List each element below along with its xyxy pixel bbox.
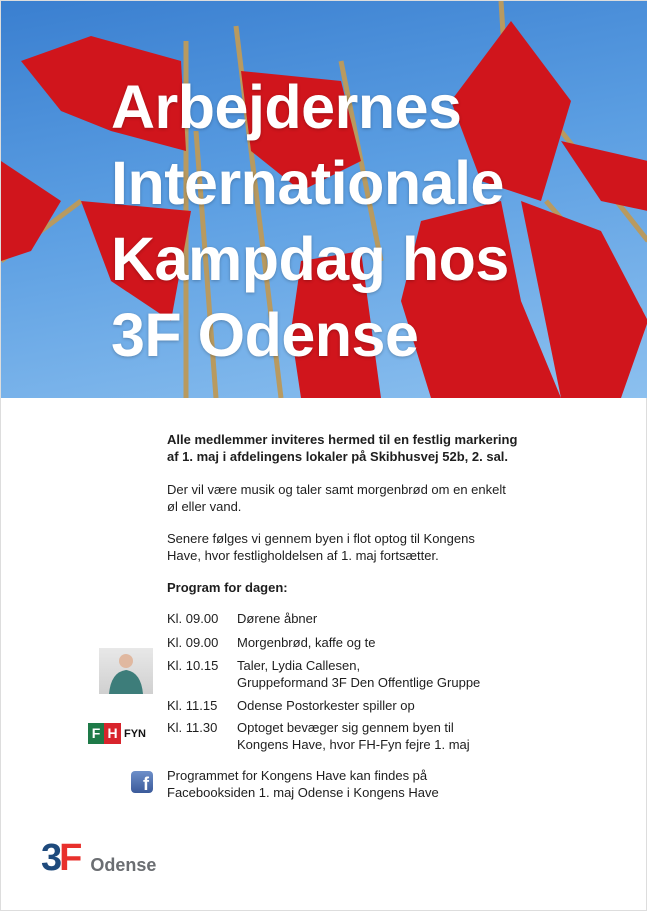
text-line: Alle medlemmer inviteres hermed til en festlig markering [167, 432, 518, 447]
facebook-icon: f [131, 771, 153, 793]
text-line: øl eller vand. [167, 499, 242, 514]
text-line: Programmet for Kongens Have kan findes på [167, 768, 428, 783]
fh-logo-fyn: FYN [124, 727, 146, 740]
program-desc: Gruppeformand 3F Den Offentlige Gruppe [237, 675, 481, 690]
title-line: 3F Odense [111, 301, 419, 369]
program-time: Kl. 11.15 [167, 698, 218, 713]
speaker-photo [99, 648, 153, 694]
program-desc: Optoget bevæger sig gennem byen til [237, 720, 454, 735]
program-time: Kl. 11.30 [167, 720, 218, 735]
poster-title [111, 69, 509, 373]
text-line: Der vil være musik og taler samt morgenbrød om en enkelt [167, 482, 506, 497]
program-time: Kl. 09.00 [167, 635, 219, 650]
program-heading: Program for dagen: [167, 580, 288, 595]
title-line: Arbejdernes [111, 73, 462, 141]
parade-paragraph [167, 530, 475, 564]
hero-image [1, 1, 647, 398]
text-line: Facebooksiden 1. maj Odense i Kongens Have [167, 785, 439, 800]
program-desc: Taler, Lydia Callesen, [237, 658, 361, 673]
music-paragraph [167, 481, 506, 515]
title-line: Internationale [111, 149, 504, 217]
logo-f: F [59, 837, 83, 879]
program-time: Kl. 09.00 [167, 611, 219, 626]
logo-name: Odense [90, 855, 157, 875]
text-line: af 1. maj i afdelingens lokaler på Skibhusvej 52b, 2. sal. [167, 449, 509, 464]
title-line: Kampdag hos [111, 225, 509, 293]
program-desc: Morgenbrød, kaffe og te [237, 635, 376, 650]
program-time: Kl. 10.15 [167, 658, 219, 673]
program-desc: Odense Postorkester spiller op [237, 698, 415, 713]
fh-logo-h: H [104, 723, 121, 744]
logo-three: 3 [41, 837, 60, 879]
facebook-note [167, 767, 439, 801]
text-line: Senere følges vi gennem byen i flot optog til Kongens [167, 531, 475, 546]
3f-odense-logo [41, 839, 156, 877]
fh-fyn-logo [88, 723, 146, 744]
program-desc: Kongens Have, hvor FH-Fyn fejre 1. maj [237, 737, 470, 752]
intro-text [167, 431, 517, 465]
fh-logo-f: F [88, 723, 104, 744]
program-desc: Dørene åbner [237, 611, 318, 626]
text-line: Have, hvor festligholdelsen af 1. maj fortsætter. [167, 548, 439, 563]
